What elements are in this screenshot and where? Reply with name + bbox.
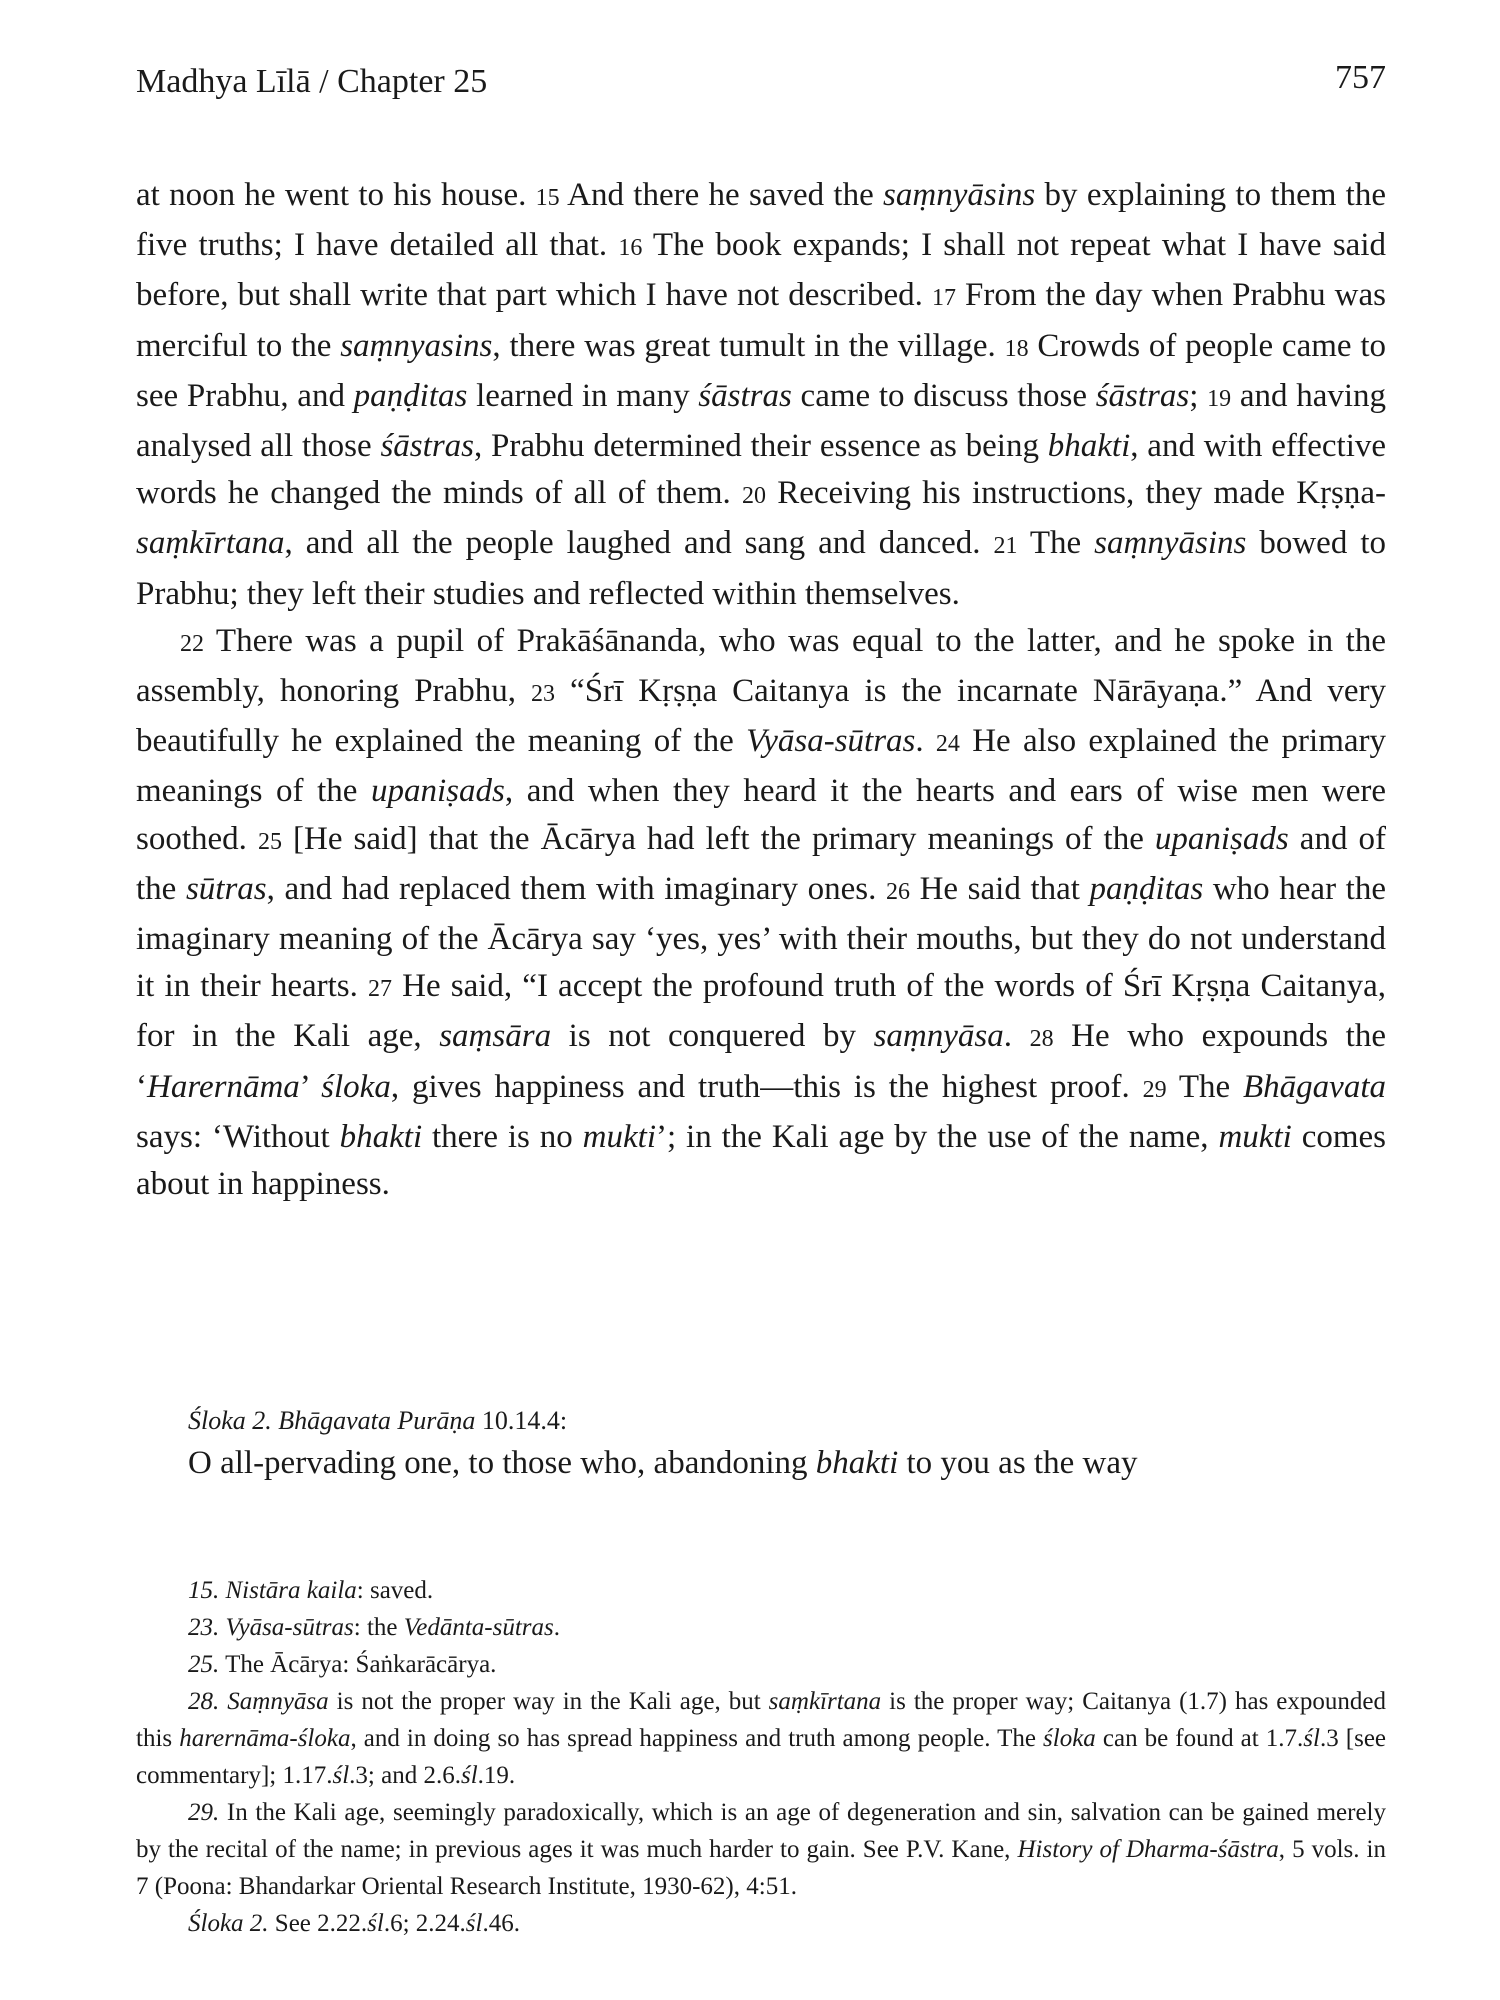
verse-number: 19 (1207, 385, 1232, 412)
footnote-15: 15. Nistāra kaila: saved. (188, 1577, 434, 1604)
paragraph-1: at noon he went to his house. 15 And there he saved the saṃnyāsins by explaining to them the five truths; I have detailed all that. 16 The book expands; I shall not repeat what I have said before, but shall write that part which I have not described. 17 From the day when Prabhu was merciful to the saṃnyasins, there was great tumult in the village. 18 Crowds of people came to see Prabhu, and paṇḍitas learned in many śāstras came to discuss those śāstras; 19 and having analysed all those śāstras, Prabhu determined their essence as being bhakti, and with effective words he changed the minds of all of them. 20 Receiving his instructions, they made Kṛṣṇa-saṃkīrtana, and all the people laughed and sang and danced. 21 The saṃnyāsins bowed to Prabhu; they left their studies and reflected within themselves. (136, 177, 1387, 612)
sloka-heading: Śloka 2. Bhāgavata Purāṇa 10.14.4: (188, 1406, 568, 1435)
verse-number: 22 (180, 630, 204, 657)
verse-number: 21 (993, 533, 1018, 560)
verse-number: 23 (531, 681, 555, 708)
verse-number: 28 (1029, 1026, 1054, 1053)
footnote-sloka-2: Śloka 2. See 2.22.śl.6; 2.24.śl.46. (188, 1910, 520, 1937)
footnote-25: 25. The Ācārya: Śaṅkarācārya. (188, 1651, 497, 1678)
verse-number: 27 (368, 976, 393, 1003)
paragraph-2: 22 There was a pupil of Prakāśānanda, who was equal to the latter, and he spoke in the assembly, honoring Prabhu, 23 “Śrī Kṛṣṇa Caitanya is the incarnate Nārāyaṇa.” And very beautifully he explained the meaning of the Vyāsa-sūtras. 24 He also explained the primary meanings of the upaniṣads, and when they heard it the hearts and ears of wise men were soothed. 25 [He said] that the Ācārya had left the primary meanings of the upaniṣads and of the sūtras, and had replaced them with imaginary ones. 26 He said that paṇḍitas who hear the imaginary meaning of the Ācārya say ‘yes, yes’ with their mouths, but they do not understand it in their hearts. 27 He said, “I accept the profound truth of the words of Śrī Kṛṣṇa Caitanya, for in the Kali age, saṃsāra is not conquered by saṃnyāsa. 28 He who expounds the ‘Harernāma’ śloka, gives happiness and truth—this is the highest proof. 29 The Bhāgavata says: ‘Without bhakti there is no mukti’; in the Kali age by the use of the name, mukti comes about in happiness. (136, 622, 1387, 1203)
sloka-translation: O all-pervading one, to those who, abandoning bhakti to you as the way (188, 1445, 1138, 1481)
footnotes (136, 1572, 1386, 1942)
running-title: Madhya Līlā / Chapter 25 (136, 63, 488, 100)
verse-number: 25 (257, 828, 282, 855)
page-number: 757 (1335, 59, 1386, 96)
running-head (136, 59, 1386, 102)
verse-number: 26 (885, 878, 910, 905)
footnote-23: 23. Vyāsa-sūtras: the Vedānta-sūtras. (188, 1614, 561, 1641)
verse-number: 18 (1004, 335, 1029, 362)
verse-number: 15 (535, 185, 560, 211)
footnote-29: 29. In the Kali age, seemingly paradoxically, which is an age of degeneration and sin, salvation can be gained merely by the recital of the name; in previous ages it was much harder to gain. See P.V. Kane, History of Dharma-śāstra, 5 vols. in 7 (Poona: Bhandarkar Oriental Research Institute, 1930-62), 4:51. (136, 1799, 1387, 1900)
verse-number: 29 (1142, 1076, 1167, 1103)
footnote-28: 28. Saṃnyāsa is not the proper way in the Kali age, but saṃkīrtana is the proper way; Caitanya (1.7) has expounded this harernāma-śloka, and in doing so has spread happiness and truth among people. The śloka can be found at 1.7.śl.3 [see commentary]; 1.17.śl.3; and 2.6.śl.19. (136, 1688, 1387, 1789)
verse-number: 16 (618, 235, 643, 262)
verse-number: 17 (931, 285, 956, 312)
verse-number: 24 (935, 731, 960, 758)
verse-number: 20 (742, 483, 766, 510)
main-text (136, 172, 1386, 1208)
